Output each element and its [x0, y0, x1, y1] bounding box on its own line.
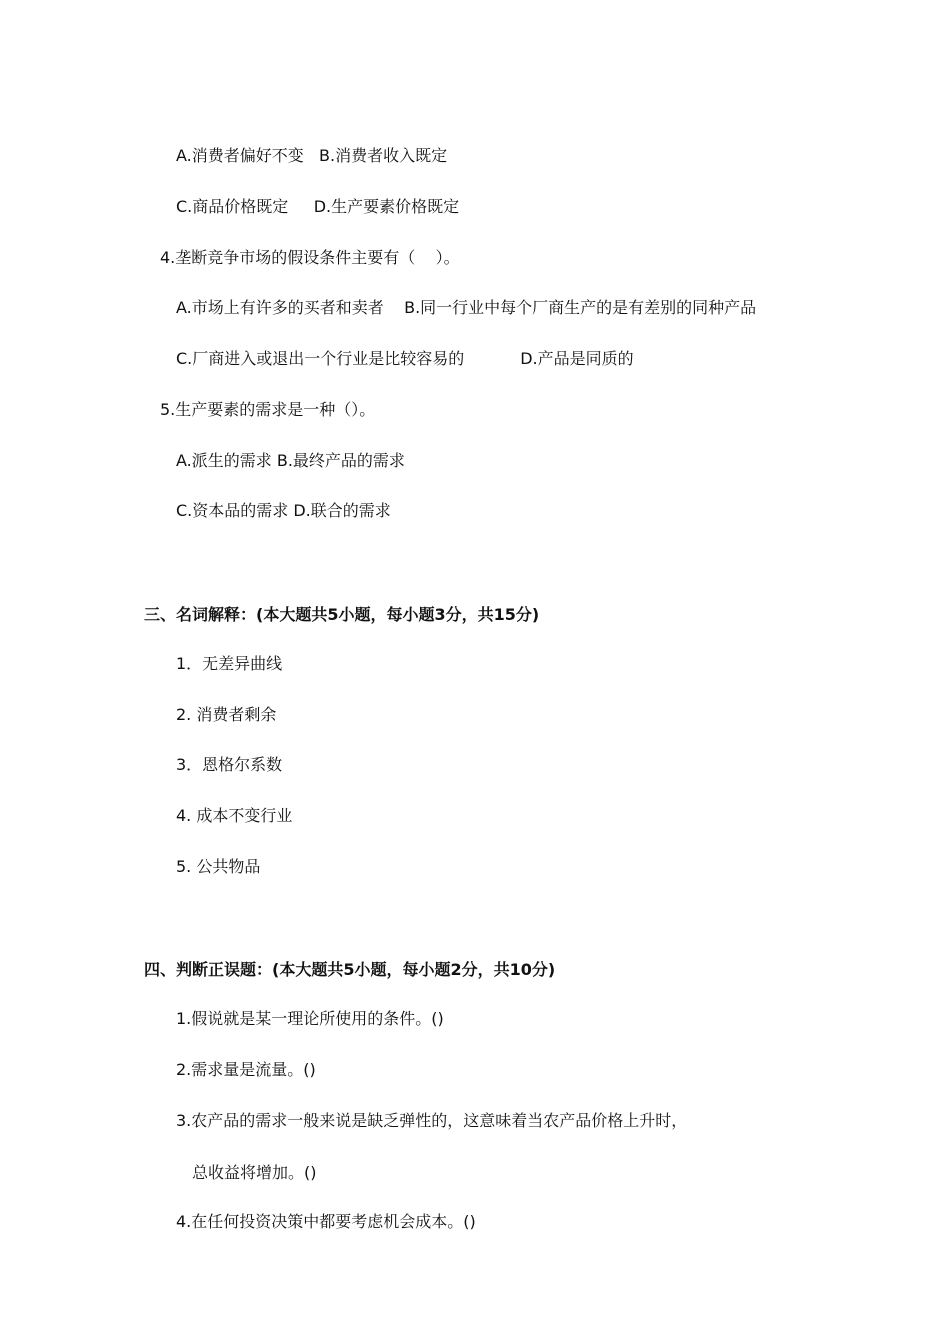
section4-statement: 3.农产品的需求一般来说是缺乏弹性的，这意味着当农产品价格上升时，	[176, 1111, 688, 1130]
q3-options-line2: C.商品价格既定 D.生产要素价格既定	[176, 197, 460, 216]
section3-term: 2. 消费者剩余	[176, 705, 277, 724]
q5-stem: 5.生产要素的需求是一种（）。	[160, 400, 376, 419]
section3-term: 1．无差异曲线	[176, 654, 283, 673]
section4-title: 四、判断正误题：(本大题共5小题，每小题2分，共10分)	[144, 960, 556, 979]
section4-statement-continuation: 总收益将增加。()	[192, 1163, 317, 1182]
section3-title: 三、名词解释：(本大题共5小题，每小题3分，共15分)	[144, 605, 540, 624]
q5-options-line2: C.资本品的需求 D.联合的需求	[176, 501, 391, 520]
q4-options-line1: A.市场上有许多的买者和卖者 B.同一行业中每个厂商生产的是有差别的同种产品	[176, 298, 757, 317]
section3-term: 3．恩格尔系数	[176, 755, 283, 774]
q4-options-line2: C.厂商进入或退出一个行业是比较容易的 D.产品是同质的	[176, 349, 634, 368]
section3-term: 5. 公共物品	[176, 857, 261, 876]
section4-statement: 1.假说就是某一理论所使用的条件。()	[176, 1009, 444, 1028]
section3-term: 4. 成本不变行业	[176, 806, 293, 825]
q5-options-line1: A.派生的需求 B.最终产品的需求	[176, 451, 405, 470]
q3-options-line1: A.消费者偏好不变 B.消费者收入既定	[176, 146, 448, 165]
q4-stem: 4.垄断竞争市场的假设条件主要有（ ）。	[160, 248, 460, 267]
section4-statement: 4.在任何投资决策中都要考虑机会成本。()	[176, 1212, 476, 1231]
section4-statement: 2.需求量是流量。()	[176, 1060, 316, 1079]
